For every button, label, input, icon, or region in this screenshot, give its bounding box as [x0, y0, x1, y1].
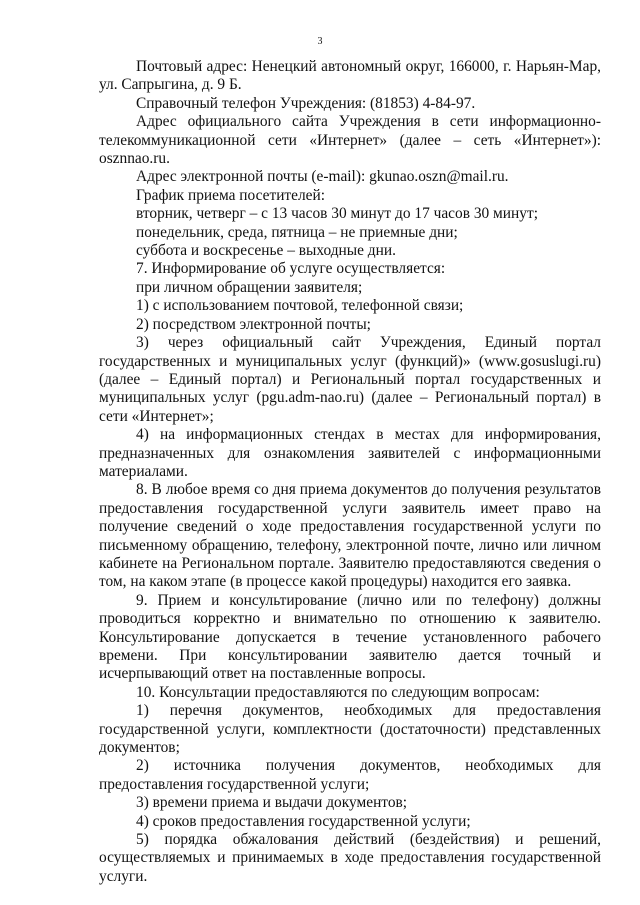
paragraph-email: Адрес электронной почты (e-mail): gkunao.oszn@mail.ru. [136, 168, 509, 186]
paragraph-item-7-3: 3) через официальный сайт Учреждения, Единый портал государственных и муниципальных услуг (функций)» (www.gosuslugi.ru) (далее – Единый портал) и Региональный портал государственных и муниципальных услуг (pgu.adm-nao.ru) (далее – Региональный портал) в сети «Интернет»; [99, 334, 601, 425]
paragraph-postal-address: Почтовый адрес: Ненецкий автономный округ, 166000, г. Нарьян-Мар, ул. Сапрыгина, д. 9 Б. [99, 58, 601, 94]
paragraph-schedule-heading: График приема посетителей: [136, 186, 326, 204]
paragraph-item-10-2: 2) источника получения документов, необходимых для предоставления государственной услуги; [99, 757, 601, 793]
paragraph-schedule-weekend: суббота и воскресенье – выходные дни. [136, 242, 396, 260]
paragraph-item-10-4: 4) сроков предоставления государственной услуги; [136, 812, 471, 830]
paragraph-phone: Справочный телефон Учреждения: (81853) 4-84-97. [136, 94, 476, 112]
paragraph-item-10-5: 5) порядка обжалования действий (бездействия) и решений, осуществляемых и принимаемых в ходе предоставления государственной услуги. [99, 831, 601, 885]
paragraph-item-8: 8. В любое время со дня приема документов до получения результатов предоставления государственной услуги заявитель имеет право на получение сведений о ходе предоставления государственной услуги по письменному обращению, телефону, электронной почте, лично или личном кабинете на Региональном портале. Заявителю предоставляются сведения о том, на каком этапе (в процессе какой процедуры) находится его заявка. [99, 481, 601, 591]
paragraph-item-9: 9. Прием и консультирование (лично или по телефону) должны проводиться корректно и внимательно по отношению к заявителю. Консультирование допускается в течение установленного рабочего времени. При консультировании заявителю дается точный и исчерпывающий ответ на поставленные вопросы. [99, 591, 601, 683]
paragraph-schedule-mon-wed-fri: понедельник, среда, пятница – не приемные дни; [136, 223, 458, 241]
paragraph-item-7: 7. Информирование об услуге осуществляется: [136, 260, 446, 278]
document-body [99, 58, 601, 886]
paragraph-item-7-4: 4) на информационных стендах в местах для информирования, предназначенных для ознакомления заявителей с информационными материалами. [99, 426, 601, 480]
page-number: 3 [317, 36, 323, 47]
paragraph-item-7-2: 2) посредством электронной почты; [136, 315, 371, 333]
paragraph-item-10-1: 1) перечня документов, необходимых для предоставления государственной услуги, комплектности (достаточности) представленных документов; [99, 702, 601, 757]
paragraph-item-10-3: 3) времени приема и выдачи документов; [136, 794, 408, 812]
paragraph-item-10: 10. Консультации предоставляются по следующим вопросам: [136, 683, 540, 701]
paragraph-website: Адрес официального сайта Учреждения в сети информационно-телекоммуникационной сети «Интернет» (далее – сеть «Интернет»): osznnao.ru. [99, 113, 601, 168]
paragraph-item-7-personal: при личном обращении заявителя; [136, 278, 363, 296]
paragraph-item-7-1: 1) с использованием почтовой, телефонной связи; [136, 297, 464, 315]
paragraph-schedule-tue-thu: вторник, четверг – с 13 часов 30 минут до 17 часов 30 минут; [136, 205, 538, 223]
